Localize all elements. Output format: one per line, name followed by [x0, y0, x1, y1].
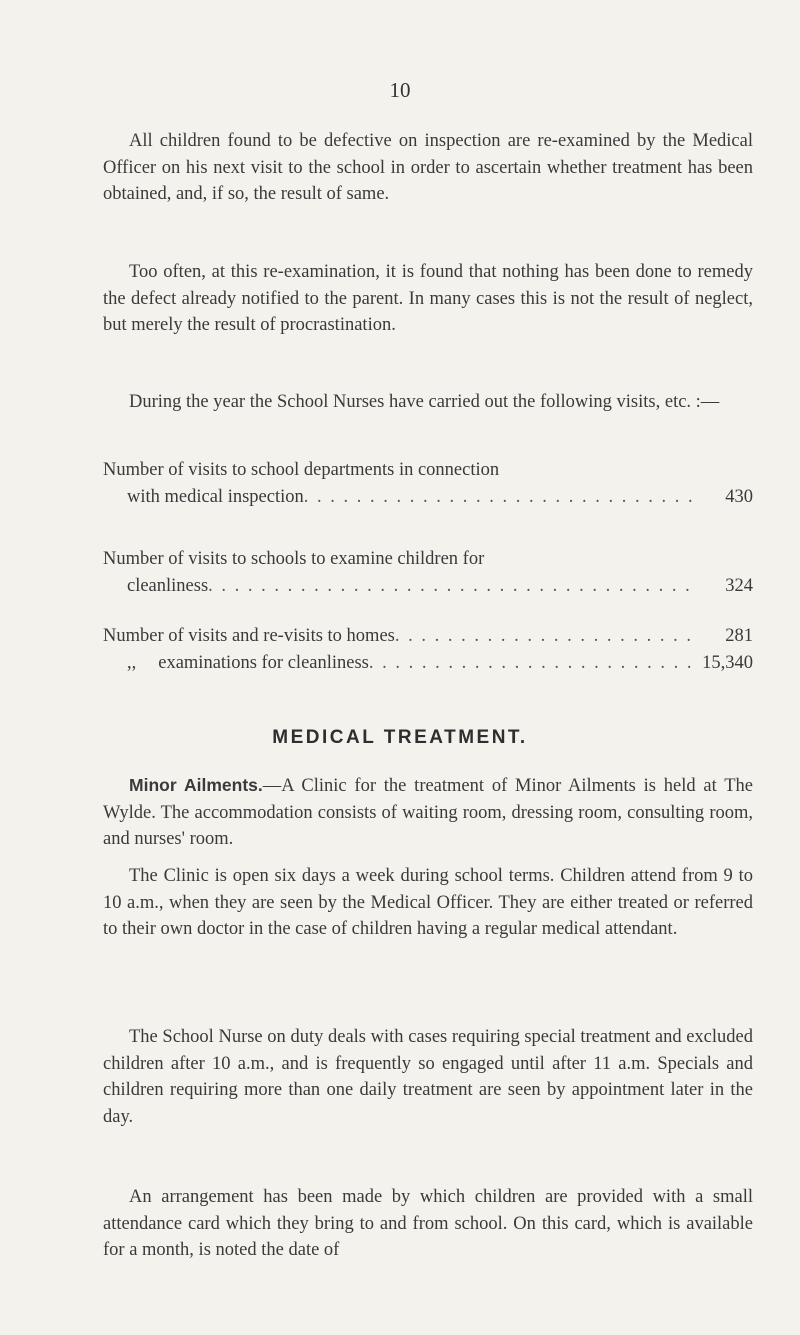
stat-label: Number of visits to school departments in connection: [103, 460, 500, 480]
stat-value: 430: [725, 486, 753, 507]
runin-heading: Minor Ailments.: [129, 775, 263, 795]
stat-label-continued: cleanliness: [127, 575, 209, 596]
stat-value: 324: [725, 575, 753, 596]
paragraph-text: —A Clinic for the treatment of Minor Ailments is held at The Wylde. The accommodation consists of waiting room, dressing room, consulting room, and nurses' room.: [103, 776, 754, 849]
leader-dots: [369, 650, 693, 677]
stat-row-medical-inspection: [103, 457, 753, 510]
paragraph-procrastination: Too often, at this re-examination, it is found that nothing has been done to remedy the defect already notified to the parent. In many cases this is not the result of neglect, but merely the result of procrastination.: [103, 262, 753, 335]
ditto-mark: ,,: [127, 653, 137, 673]
stat-label: Number of visits and re-visits to homes: [103, 626, 395, 646]
page-number: 10: [389, 78, 411, 102]
stat-row-home-visits: [103, 623, 753, 650]
paragraph-clinic-hours: The Clinic is open six days a week during school terms. Children attend from 9 to 10 a.m., when they are seen by the Medical Officer. They are either treated or referred to their own doctor in the case of children having a regular medical attendant.: [103, 866, 753, 939]
leader-dots: [208, 573, 693, 600]
stat-label-continued: with medical inspection: [127, 486, 304, 507]
paragraph-minor-ailments: [103, 772, 753, 853]
stat-value: 15,340: [702, 653, 753, 673]
paragraph-reexamination: All children found to be defective on inspection are re-examined by the Medical Officer on his next visit to the school in order to ascertain whether treatment has been obtained, and, if so, the result of same.: [103, 131, 753, 204]
stat-row-cleanliness-visits: [103, 546, 753, 599]
section-heading: MEDICAL TREATMENT.: [272, 727, 528, 748]
stat-value: 281: [725, 626, 753, 646]
paragraph-nurse-visits-intro: During the year the School Nurses have carried out the following visits, etc. :—: [129, 392, 720, 412]
leader-dots: [395, 623, 693, 650]
stat-row-cleanliness-examinations: [103, 650, 753, 677]
paragraph-attendance-card: An arrangement has been made by which children are provided with a small attendance card which they bring to and from school. On this card, which is available for a month, is noted the date of: [103, 1187, 753, 1260]
stat-label: examinations for cleanliness: [158, 653, 369, 673]
leader-dots: [304, 484, 693, 511]
paragraph-school-nurse: The School Nurse on duty deals with cases requiring special treatment and excluded children after 10 a.m., and is frequently so engaged until after 11 a.m. Specials and children requiring more than one daily treatment are seen by appointment later in the day.: [103, 1027, 753, 1127]
stat-label: Number of visits to schools to examine children for: [103, 549, 485, 569]
